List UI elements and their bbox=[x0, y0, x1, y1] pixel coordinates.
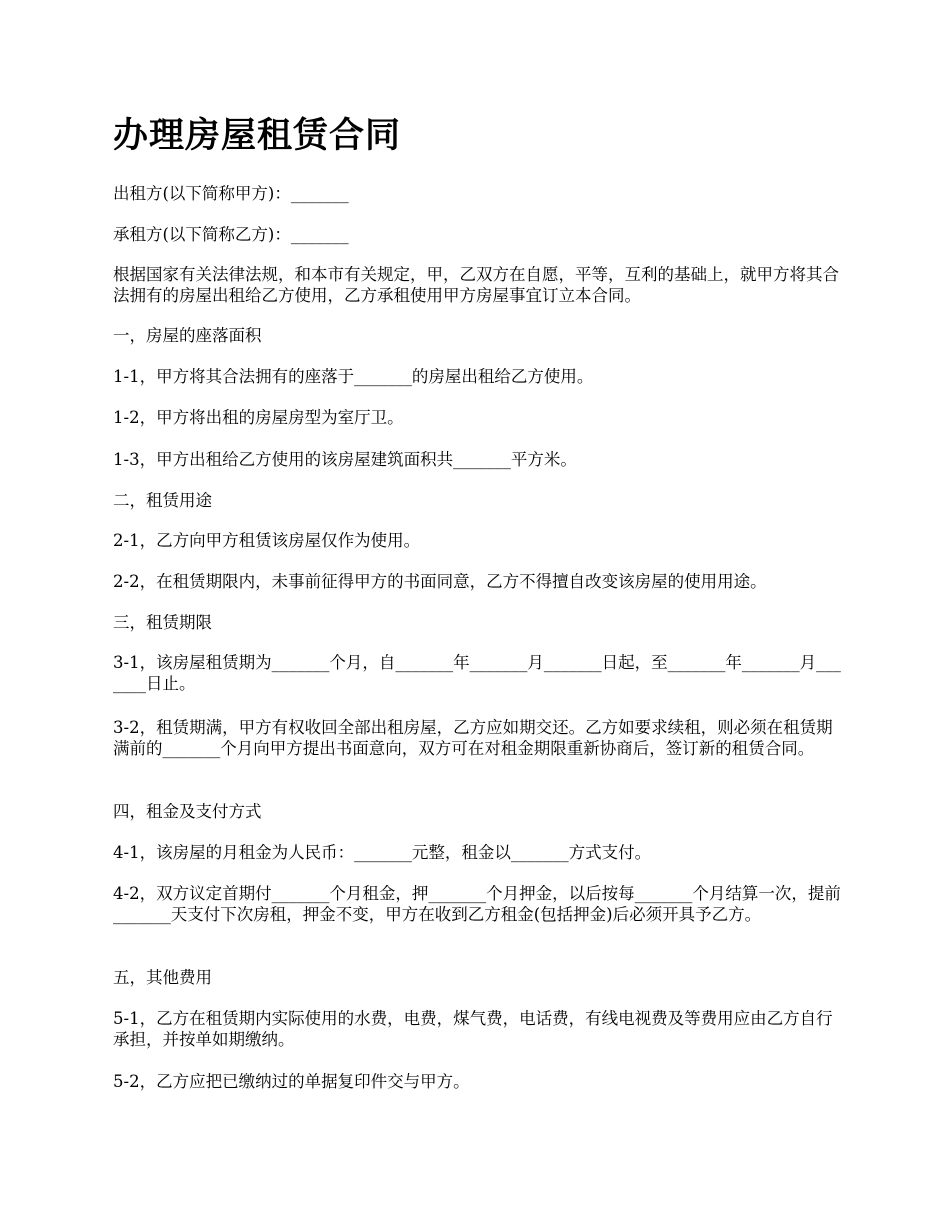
section-heading-5: 五，其他费用 bbox=[113, 968, 212, 987]
clause-2-1: 2-1，乙方向甲方租赁该房屋仅作为使用。 bbox=[113, 531, 421, 550]
section-heading-3: 三，租赁期限 bbox=[113, 613, 212, 632]
clause-1-2: 1-2，甲方将出租的房屋房型为室厅卫。 bbox=[113, 408, 404, 427]
section-heading-2: 二，租赁用途 bbox=[113, 491, 212, 510]
clause-1-3: 1-3，甲方出租给乙方使用的该房屋建筑面积共_______平方米。 bbox=[113, 450, 577, 469]
clause-3-2: 3-2，租赁期满，甲方有权收回全部出租房屋，乙方应如期交还。乙方如要求续租，则必须在租赁期满前的_______个月向甲方提出书面意向，双方可在对租金期限重新协商后，签订新的租赁合同。 bbox=[113, 718, 833, 758]
clause-4-1: 4-1，该房屋的月租金为人民币：_______元整，租金以_______方式支付。 bbox=[113, 843, 652, 862]
clause-4-2: 4-2，双方议定首期付_______个月租金，押_______个月押金，以后按每_______个月结算一次，提前_______天支付下次房租，押金不变，甲方在收到乙方租金(包括押金)后必须开具予乙方。 bbox=[113, 884, 841, 924]
document-title: 办理房屋租赁合同 bbox=[113, 115, 402, 156]
section-heading-1: 一，房屋的座落面积 bbox=[113, 326, 262, 345]
lessor-line: 出租方(以下简称甲方)：_______ bbox=[113, 184, 349, 203]
section-heading-4: 四，租金及支付方式 bbox=[113, 802, 262, 821]
clause-5-1: 5-1，乙方在租赁期内实际使用的水费，电费，煤气费，电话费，有线电视费及等费用应由乙方自行承担，并按单如期缴纳。 bbox=[113, 1009, 833, 1049]
preamble-paragraph: 根据国家有关法律法规，和本市有关规定，甲，乙双方在自愿，平等，互利的基础上，就甲方将其合法拥有的房屋出租给乙方使用，乙方承租使用甲方房屋事宜订立本合同。 bbox=[113, 265, 839, 305]
clause-5-2: 5-2，乙方应把已缴纳过的单据复印件交与甲方。 bbox=[113, 1072, 470, 1091]
clause-1-1: 1-1，甲方将其合法拥有的座落于_______的房屋出租给乙方使用。 bbox=[113, 367, 594, 386]
clause-2-2: 2-2，在租赁期限内，未事前征得甲方的书面同意，乙方不得擅自改变该房屋的使用用途。 bbox=[113, 572, 767, 591]
clause-3-1: 3-1，该房屋租赁期为_______个月，自_______年_______月_______日起，至_______年_______月_______日止。 bbox=[113, 653, 841, 693]
lessee-line: 承租方(以下简称乙方)：_______ bbox=[113, 225, 349, 244]
